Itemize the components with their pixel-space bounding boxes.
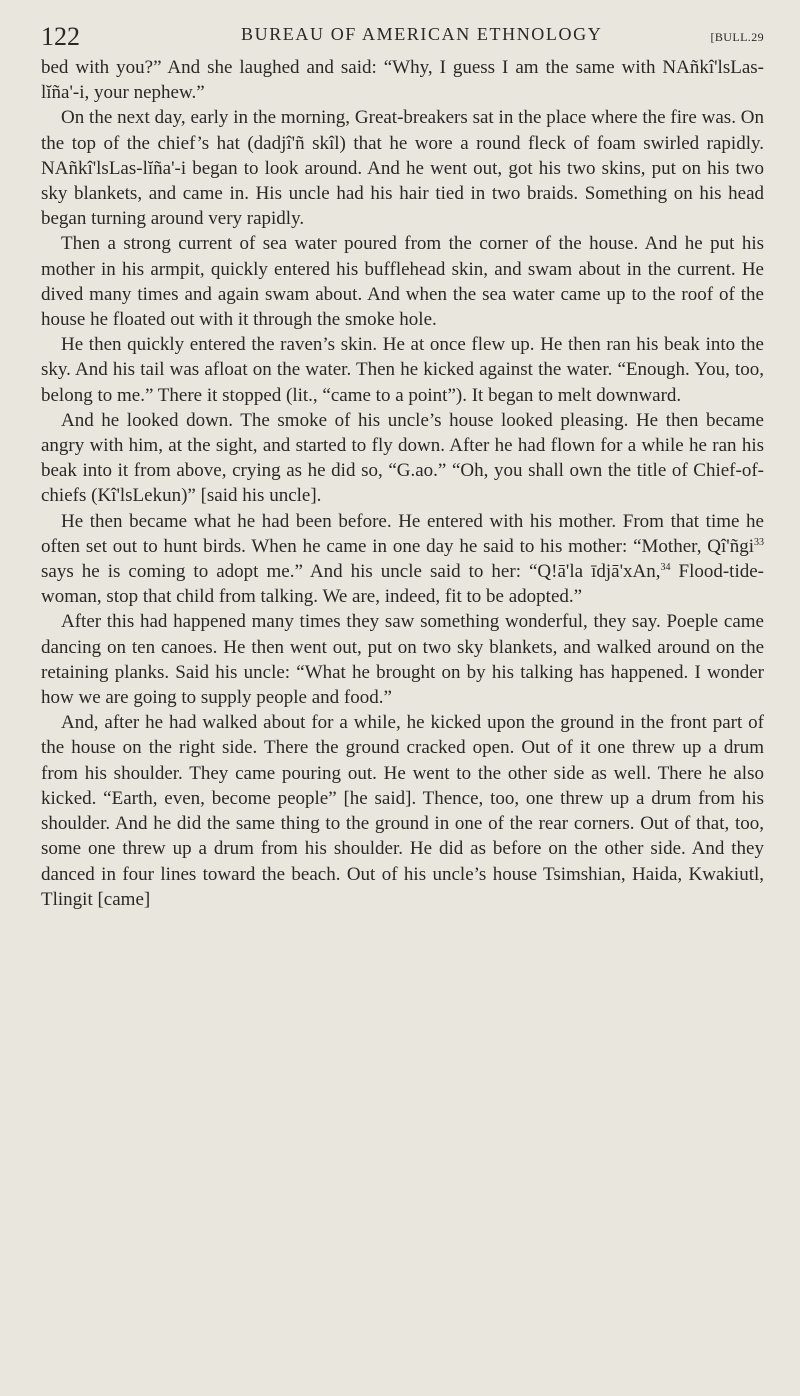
page-number: 122 [41, 22, 80, 51]
paragraph [41, 408, 764, 509]
paragraph-text: says he is coming to adopt me.” And his uncle said to her: “Q!ā'la īdjā'xAn, [41, 561, 661, 583]
body-text [41, 55, 764, 912]
paragraph-text: bed with you?” And she laughed and said: “Why, I guess I am the same with NAñkî'lsLas-lĭña'-i, your nephew.” [41, 57, 764, 104]
paragraph-text: On the next day, early in the morning, Great-breakers sat in the place where the fire was. On the top of the chief’s hat (dadjî'ñ skîl) that he wore a round fleck of foam swirled rapidly. NAñkî'lsLas-lĭña'-i began to look around. And he went out, got his two skins, put on his two sky blankets, and came in. His uncle had his hair tied in two braids. Something on his head began turning around very rapidly. [41, 107, 764, 230]
paragraph [41, 509, 764, 610]
paragraph [41, 710, 764, 912]
paragraph-text: Flood-tide-woman, stop that child from talking. We are, indeed, fit to be adopted.” [41, 561, 764, 608]
running-title: BUREAU OF AMERICAN ETHNOLOGY [241, 24, 603, 44]
paragraph [41, 231, 764, 332]
paragraph [41, 332, 764, 408]
footnote-marker: 34 [660, 562, 671, 574]
paragraph-text: He then became what he had been before. He entered with his mother. From that time he often set out to hunt birds. When he came in one day he said to his mother: “Mother, Qî'ñgi [41, 510, 764, 557]
paragraph-text: He then quickly entered the raven’s skin. He at once flew up. He then ran his beak into the sky. And his tail was afloat on the water. Then he kicked against the water. “Enough. You, too, belong to me.” There it stopped (lit., “came to a point”). It began to melt downward. [41, 334, 764, 406]
page-header [41, 8, 764, 51]
paragraph [41, 55, 764, 105]
footnote-marker: 33 [754, 536, 764, 548]
paragraph-text: Then a strong current of sea water poured from the corner of the house. And he put his mother in his armpit, quickly entered his bufflehead skin, and swam about in the current. He dived many times and again swam about. And when the sea water came up to the roof of the house he floated out with it through the smoke hole. [41, 233, 764, 331]
paragraph [41, 105, 764, 231]
paragraph-text: And he looked down. The smoke of his uncle’s house looked pleasing. He then became angry with him, at the sight, and started to fly down. After he had flown for a while he ran his beak into it from above, crying as he did so, “G.ao.” “Oh, you shall own the title of Chief-of-chiefs (Kî'lsLekun)” [said his uncle]. [41, 409, 764, 507]
paragraph [41, 609, 764, 710]
bulletin-reference: [BULL.29 [710, 30, 764, 44]
paragraph-text: And, after he had walked about for a while, he kicked upon the ground in the front part of the house on the right side. There the ground cracked open. Out of it one threw up a drum from his shoulder. They came pouring out. He went to the other side as well. There he also kicked. “Earth, even, become people” [he said]. Thence, too, one threw up a drum from his shoulder. And he did the same thing to the ground in one of the rear corners. Out of that, too, some one threw up a drum from his shoulder. He did as before on the other side. And they danced in four lines toward the beach. Out of his uncle’s house Tsimshian, Haida, Kwakiutl, Tlingit [came] [41, 712, 764, 910]
paragraph-text: After this had happened many times they saw something wonderful, they say. Poeple came dancing on ten canoes. He then went out, put on two sky blankets, and walked around on the retaining planks. Said his uncle: “What he brought on by his talking has happened. I wonder how we are going to supply people and food.” [41, 611, 764, 709]
